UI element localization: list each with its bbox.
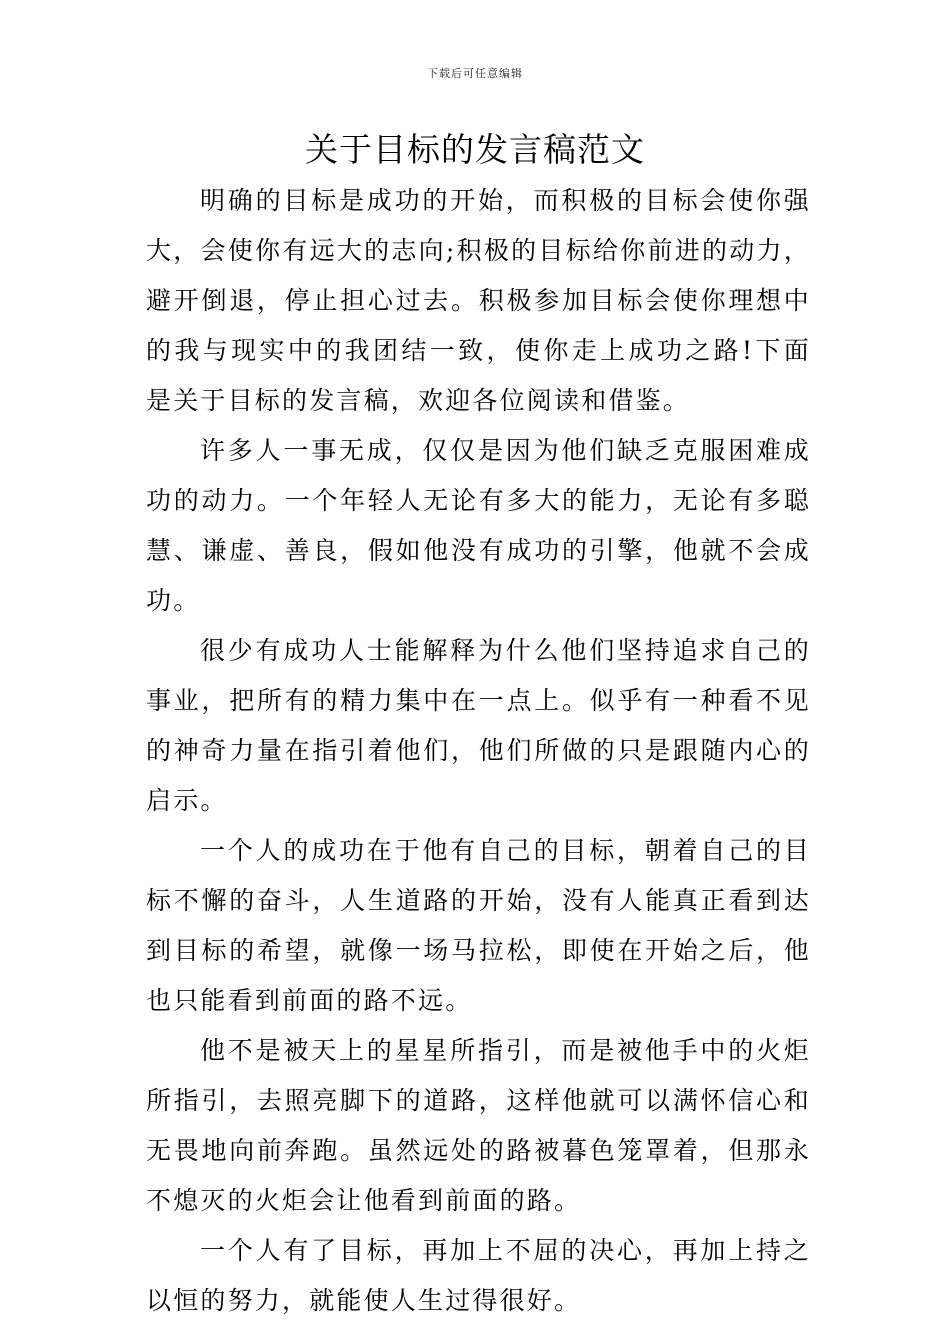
paragraph-2: 许多人一事无成，仅仅是因为他们缺乏克服困难成功的动力。一个年轻人无论有多大的能力，无论有多聪慧、谦虚、善良，假如他没有成功的引擎，他就不会成功。 (146, 436, 811, 615)
paragraph-3: 很少有成功人士能解释为什么他们坚持追求自己的事业，把所有的精力集中在一点上。似乎有一种看不见的神奇力量在指引着他们，他们所做的只是跟随内心的启示。 (146, 636, 811, 815)
paragraph-1: 明确的目标是成功的开始，而积极的目标会使你强大，会使你有远大的志向;积极的目标给你前进的动力，避开倒退，停止担心过去。积极参加目标会使你理想中的我与现实中的我团结一致，使你走上成功之路!下面是关于目标的发言稿，欢迎各位阅读和借鉴。 (146, 186, 811, 415)
header-note: 下载后可任意编辑 (427, 67, 523, 80)
document-body (146, 176, 811, 1326)
document-title: 关于目标的发言稿范文 (305, 130, 645, 169)
paragraph-5: 他不是被天上的星星所指引，而是被他手中的火炬所指引，去照亮脚下的道路，这样他就可以满怀信心和无畏地向前奔跑。虽然远处的路被暮色笼罩着，但那永不熄灭的火炬会让他看到前面的路。 (146, 1036, 811, 1215)
paragraph-4: 一个人的成功在于他有自己的目标，朝着自己的目标不懈的奋斗，人生道路的开始，没有人能真正看到达到目标的希望，就像一场马拉松，即使在开始之后，他也只能看到前面的路不远。 (146, 836, 811, 1015)
paragraph-6: 一个人有了目标，再加上不屈的决心，再加上持之以恒的努力，就能使人生过得很好。 (146, 1236, 811, 1315)
